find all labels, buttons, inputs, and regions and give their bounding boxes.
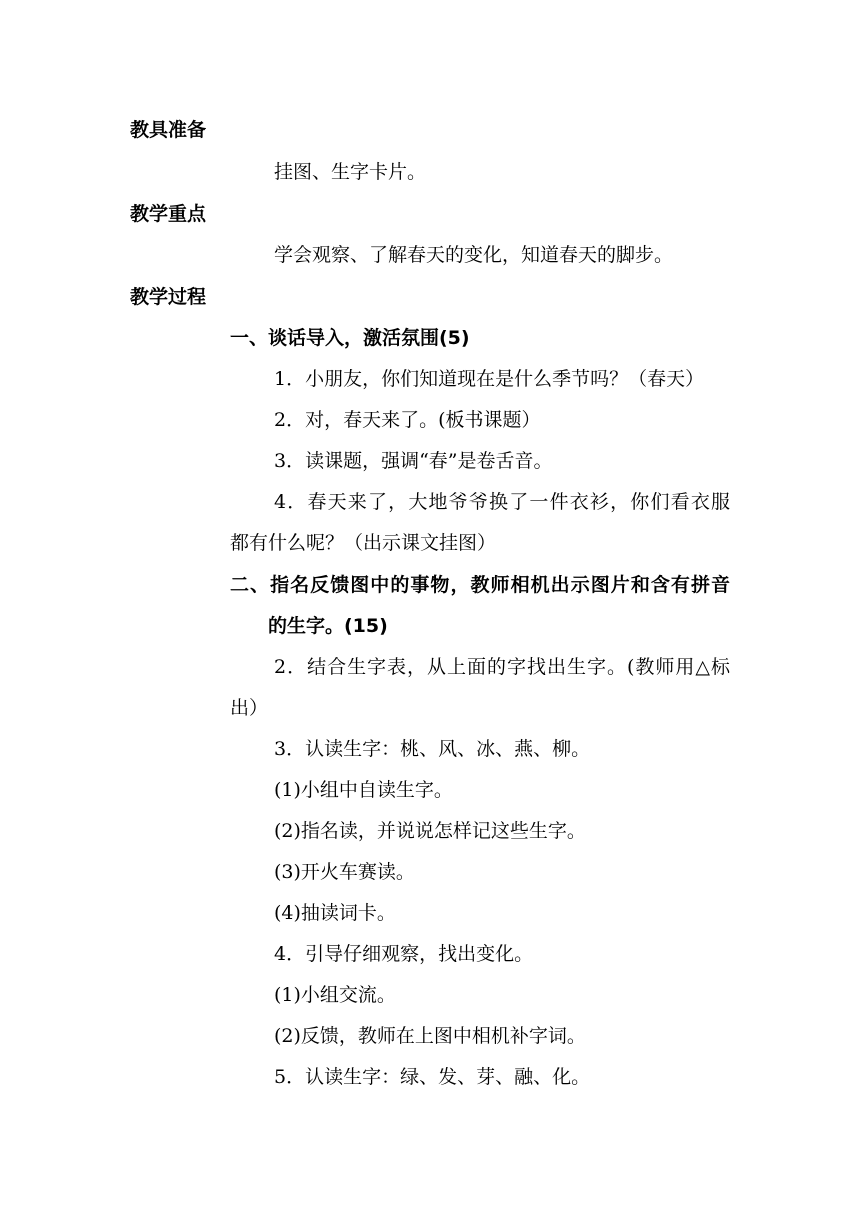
section2-sub-item-1: (1)小组中自读生字。 [274,779,453,801]
prep-text: 挂图、生字卡片。 [274,161,427,183]
section2-sub-item-2: (2)指名读，并说说怎样记这些生字。 [274,820,586,842]
section2-title-line1: 二、指名反馈图中的事物，教师相机出示图片和含有拼音 [230,574,730,596]
section2-sub-item-4: (4)抽读词卡。 [274,902,396,924]
section2-item-3: 3．认读生字：桃、风、冰、燕、柳。 [274,738,591,760]
section1-title: 一、谈话导入，激活氛围(5) [230,327,470,349]
section2-sub-item-5: (1)小组交流。 [274,984,396,1006]
section2-sub-item-6: (2)反馈，教师在上图中相机补字词。 [274,1025,586,1047]
section1-item-3: 3．读课题，强调“春”是卷舌音。 [274,450,553,472]
section2-title-line2: 的生字。(15) [268,615,388,637]
prep-heading: 教具准备 [130,119,207,141]
section1-item-4-continued: 都有什么呢？（出示课文挂图） [230,532,497,554]
section1-item-2: 2．对，春天来了。(板书课题） [274,409,541,431]
section2-item-2-continued: 出） [230,697,269,719]
focus-heading: 教学重点 [130,203,207,225]
section2-sub-item-3: (3)开火车赛读。 [274,861,415,883]
section2-item-4: 4．引导仔细观察，找出变化。 [274,943,534,965]
process-heading: 教学过程 [130,286,207,308]
focus-text: 学会观察、了解春天的变化，知道春天的脚步。 [274,244,674,266]
section2-item-2: 2．结合生字表，从上面的字找出生字。(教师用△标 [274,656,730,678]
section1-item-1: 1．小朋友，你们知道现在是什么季节吗？（春天） [274,368,705,390]
section2-item-5: 5．认读生字：绿、发、芽、融、化。 [274,1066,591,1088]
section1-item-4: 4．春天来了，大地爷爷换了一件衣衫，你们看衣服 [274,491,730,513]
